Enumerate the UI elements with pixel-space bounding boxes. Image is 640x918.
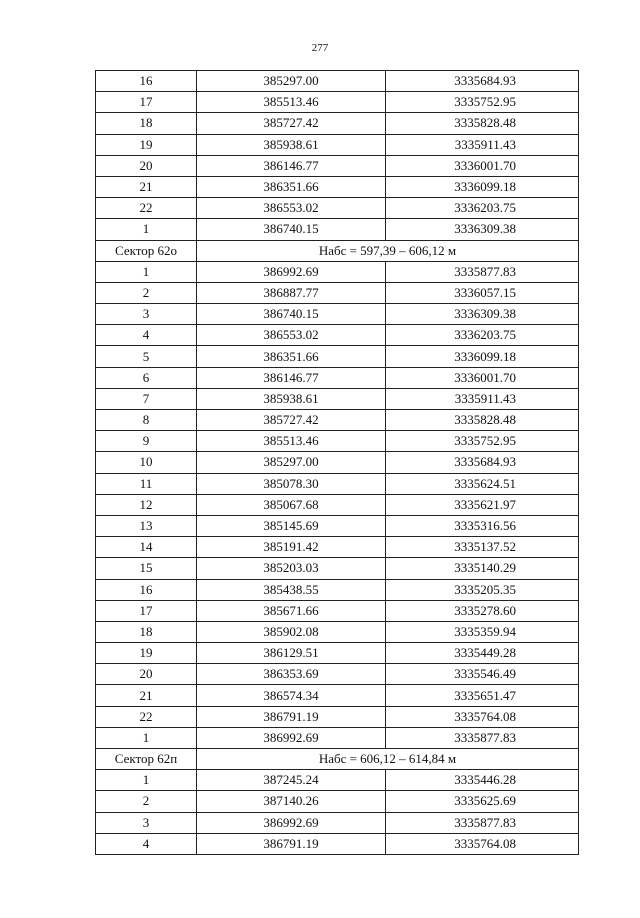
point-number-cell: 14	[96, 537, 197, 558]
x-coordinate-cell: 386887.77	[197, 282, 386, 303]
y-coordinate-cell: 3335205.35	[386, 579, 579, 600]
table-row	[96, 770, 579, 791]
x-coordinate-cell: 385938.61	[197, 134, 386, 155]
table-row	[96, 685, 579, 706]
x-coordinate-cell: 386553.02	[197, 325, 386, 346]
point-number-cell: 16	[96, 579, 197, 600]
point-number-cell: 15	[96, 558, 197, 579]
point-number-cell: 21	[96, 685, 197, 706]
table-row	[96, 176, 579, 197]
table-row	[96, 367, 579, 388]
point-number-cell: 20	[96, 664, 197, 685]
point-number-cell: 1	[96, 219, 197, 240]
table-row	[96, 537, 579, 558]
y-coordinate-cell: 3336001.70	[386, 155, 579, 176]
table-row	[96, 600, 579, 621]
x-coordinate-cell: 385203.03	[197, 558, 386, 579]
y-coordinate-cell: 3336203.75	[386, 325, 579, 346]
table-row	[96, 833, 579, 854]
sector-label: Сектор 62п	[96, 749, 197, 770]
y-coordinate-cell: 3335764.08	[386, 706, 579, 727]
table-row	[96, 452, 579, 473]
point-number-cell: 22	[96, 198, 197, 219]
table-row	[96, 219, 579, 240]
y-coordinate-cell: 3335278.60	[386, 600, 579, 621]
x-coordinate-cell: 386791.19	[197, 833, 386, 854]
table-row	[96, 643, 579, 664]
y-coordinate-cell: 3335449.28	[386, 643, 579, 664]
table-row	[96, 494, 579, 515]
x-coordinate-cell: 385067.68	[197, 494, 386, 515]
point-number-cell: 8	[96, 410, 197, 431]
table-row	[96, 558, 579, 579]
table-row	[96, 727, 579, 748]
point-number-cell: 17	[96, 600, 197, 621]
x-coordinate-cell: 385438.55	[197, 579, 386, 600]
x-coordinate-cell: 386574.34	[197, 685, 386, 706]
x-coordinate-cell: 385902.08	[197, 621, 386, 642]
point-number-cell: 1	[96, 727, 197, 748]
y-coordinate-cell: 3335684.93	[386, 452, 579, 473]
table-row	[96, 113, 579, 134]
y-coordinate-cell: 3335877.83	[386, 727, 579, 748]
sector-elevation-range: Набс = 606,12 – 614,84 м	[197, 749, 579, 770]
y-coordinate-cell: 3336309.38	[386, 304, 579, 325]
coordinates-table-body	[96, 71, 579, 855]
point-number-cell: 12	[96, 494, 197, 515]
table-row	[96, 388, 579, 409]
x-coordinate-cell: 387140.26	[197, 791, 386, 812]
y-coordinate-cell: 3335828.48	[386, 410, 579, 431]
page-number: 277	[311, 42, 329, 54]
table-row	[96, 325, 579, 346]
x-coordinate-cell: 386740.15	[197, 304, 386, 325]
x-coordinate-cell: 385145.69	[197, 515, 386, 536]
y-coordinate-cell: 3335684.93	[386, 71, 579, 92]
x-coordinate-cell: 385727.42	[197, 113, 386, 134]
table-row	[96, 664, 579, 685]
table-row	[96, 410, 579, 431]
x-coordinate-cell: 386351.66	[197, 346, 386, 367]
x-coordinate-cell: 386553.02	[197, 198, 386, 219]
sector-elevation-range: Набс = 597,39 – 606,12 м	[197, 240, 579, 261]
table-row	[96, 71, 579, 92]
table-row	[96, 515, 579, 536]
sector-label: Сектор 62о	[96, 240, 197, 261]
y-coordinate-cell: 3335828.48	[386, 113, 579, 134]
table-row	[96, 304, 579, 325]
x-coordinate-cell: 385297.00	[197, 71, 386, 92]
point-number-cell: 17	[96, 92, 197, 113]
point-number-cell: 11	[96, 473, 197, 494]
point-number-cell: 18	[96, 621, 197, 642]
x-coordinate-cell: 386992.69	[197, 727, 386, 748]
y-coordinate-cell: 3335752.95	[386, 431, 579, 452]
point-number-cell: 1	[96, 770, 197, 791]
point-number-cell: 18	[96, 113, 197, 134]
table-row	[96, 706, 579, 727]
y-coordinate-cell: 3335316.56	[386, 515, 579, 536]
table-row	[96, 155, 579, 176]
point-number-cell: 2	[96, 282, 197, 303]
x-coordinate-cell: 385513.46	[197, 92, 386, 113]
x-coordinate-cell: 386146.77	[197, 367, 386, 388]
table-row	[96, 579, 579, 600]
table-row	[96, 621, 579, 642]
x-coordinate-cell: 386992.69	[197, 812, 386, 833]
x-coordinate-cell: 385078.30	[197, 473, 386, 494]
point-number-cell: 3	[96, 304, 197, 325]
y-coordinate-cell: 3335752.95	[386, 92, 579, 113]
y-coordinate-cell: 3336057.15	[386, 282, 579, 303]
point-number-cell: 3	[96, 812, 197, 833]
y-coordinate-cell: 3335877.83	[386, 261, 579, 282]
y-coordinate-cell: 3335546.49	[386, 664, 579, 685]
x-coordinate-cell: 386129.51	[197, 643, 386, 664]
point-number-cell: 19	[96, 643, 197, 664]
point-number-cell: 22	[96, 706, 197, 727]
point-number-cell: 9	[96, 431, 197, 452]
point-number-cell: 2	[96, 791, 197, 812]
table-row	[96, 92, 579, 113]
y-coordinate-cell: 3336001.70	[386, 367, 579, 388]
x-coordinate-cell: 386992.69	[197, 261, 386, 282]
y-coordinate-cell: 3336309.38	[386, 219, 579, 240]
x-coordinate-cell: 385671.66	[197, 600, 386, 621]
table-row	[96, 134, 579, 155]
x-coordinate-cell: 385297.00	[197, 452, 386, 473]
x-coordinate-cell: 387245.24	[197, 770, 386, 791]
point-number-cell: 19	[96, 134, 197, 155]
table-row	[96, 198, 579, 219]
x-coordinate-cell: 386353.69	[197, 664, 386, 685]
table-row	[96, 431, 579, 452]
point-number-cell: 7	[96, 388, 197, 409]
coordinates-table	[95, 70, 579, 855]
y-coordinate-cell: 3335877.83	[386, 812, 579, 833]
y-coordinate-cell: 3335621.97	[386, 494, 579, 515]
y-coordinate-cell: 3335624.51	[386, 473, 579, 494]
sector-header-row	[96, 240, 579, 261]
table-row	[96, 346, 579, 367]
x-coordinate-cell: 385191.42	[197, 537, 386, 558]
y-coordinate-cell: 3335137.52	[386, 537, 579, 558]
table-row	[96, 812, 579, 833]
point-number-cell: 20	[96, 155, 197, 176]
point-number-cell: 4	[96, 325, 197, 346]
x-coordinate-cell: 386146.77	[197, 155, 386, 176]
table-row	[96, 261, 579, 282]
y-coordinate-cell: 3336099.18	[386, 176, 579, 197]
table-row	[96, 473, 579, 494]
y-coordinate-cell: 3335651.47	[386, 685, 579, 706]
x-coordinate-cell: 386351.66	[197, 176, 386, 197]
y-coordinate-cell: 3335446.28	[386, 770, 579, 791]
y-coordinate-cell: 3335911.43	[386, 388, 579, 409]
y-coordinate-cell: 3336099.18	[386, 346, 579, 367]
y-coordinate-cell: 3335625.69	[386, 791, 579, 812]
x-coordinate-cell: 385513.46	[197, 431, 386, 452]
table-row	[96, 791, 579, 812]
y-coordinate-cell: 3335359.94	[386, 621, 579, 642]
y-coordinate-cell: 3336203.75	[386, 198, 579, 219]
x-coordinate-cell: 385727.42	[197, 410, 386, 431]
point-number-cell: 1	[96, 261, 197, 282]
y-coordinate-cell: 3335764.08	[386, 833, 579, 854]
point-number-cell: 21	[96, 176, 197, 197]
x-coordinate-cell: 386791.19	[197, 706, 386, 727]
sector-header-row	[96, 749, 579, 770]
point-number-cell: 10	[96, 452, 197, 473]
point-number-cell: 5	[96, 346, 197, 367]
x-coordinate-cell: 385938.61	[197, 388, 386, 409]
y-coordinate-cell: 3335911.43	[386, 134, 579, 155]
point-number-cell: 6	[96, 367, 197, 388]
table-row	[96, 282, 579, 303]
x-coordinate-cell: 386740.15	[197, 219, 386, 240]
y-coordinate-cell: 3335140.29	[386, 558, 579, 579]
point-number-cell: 4	[96, 833, 197, 854]
point-number-cell: 16	[96, 71, 197, 92]
point-number-cell: 13	[96, 515, 197, 536]
